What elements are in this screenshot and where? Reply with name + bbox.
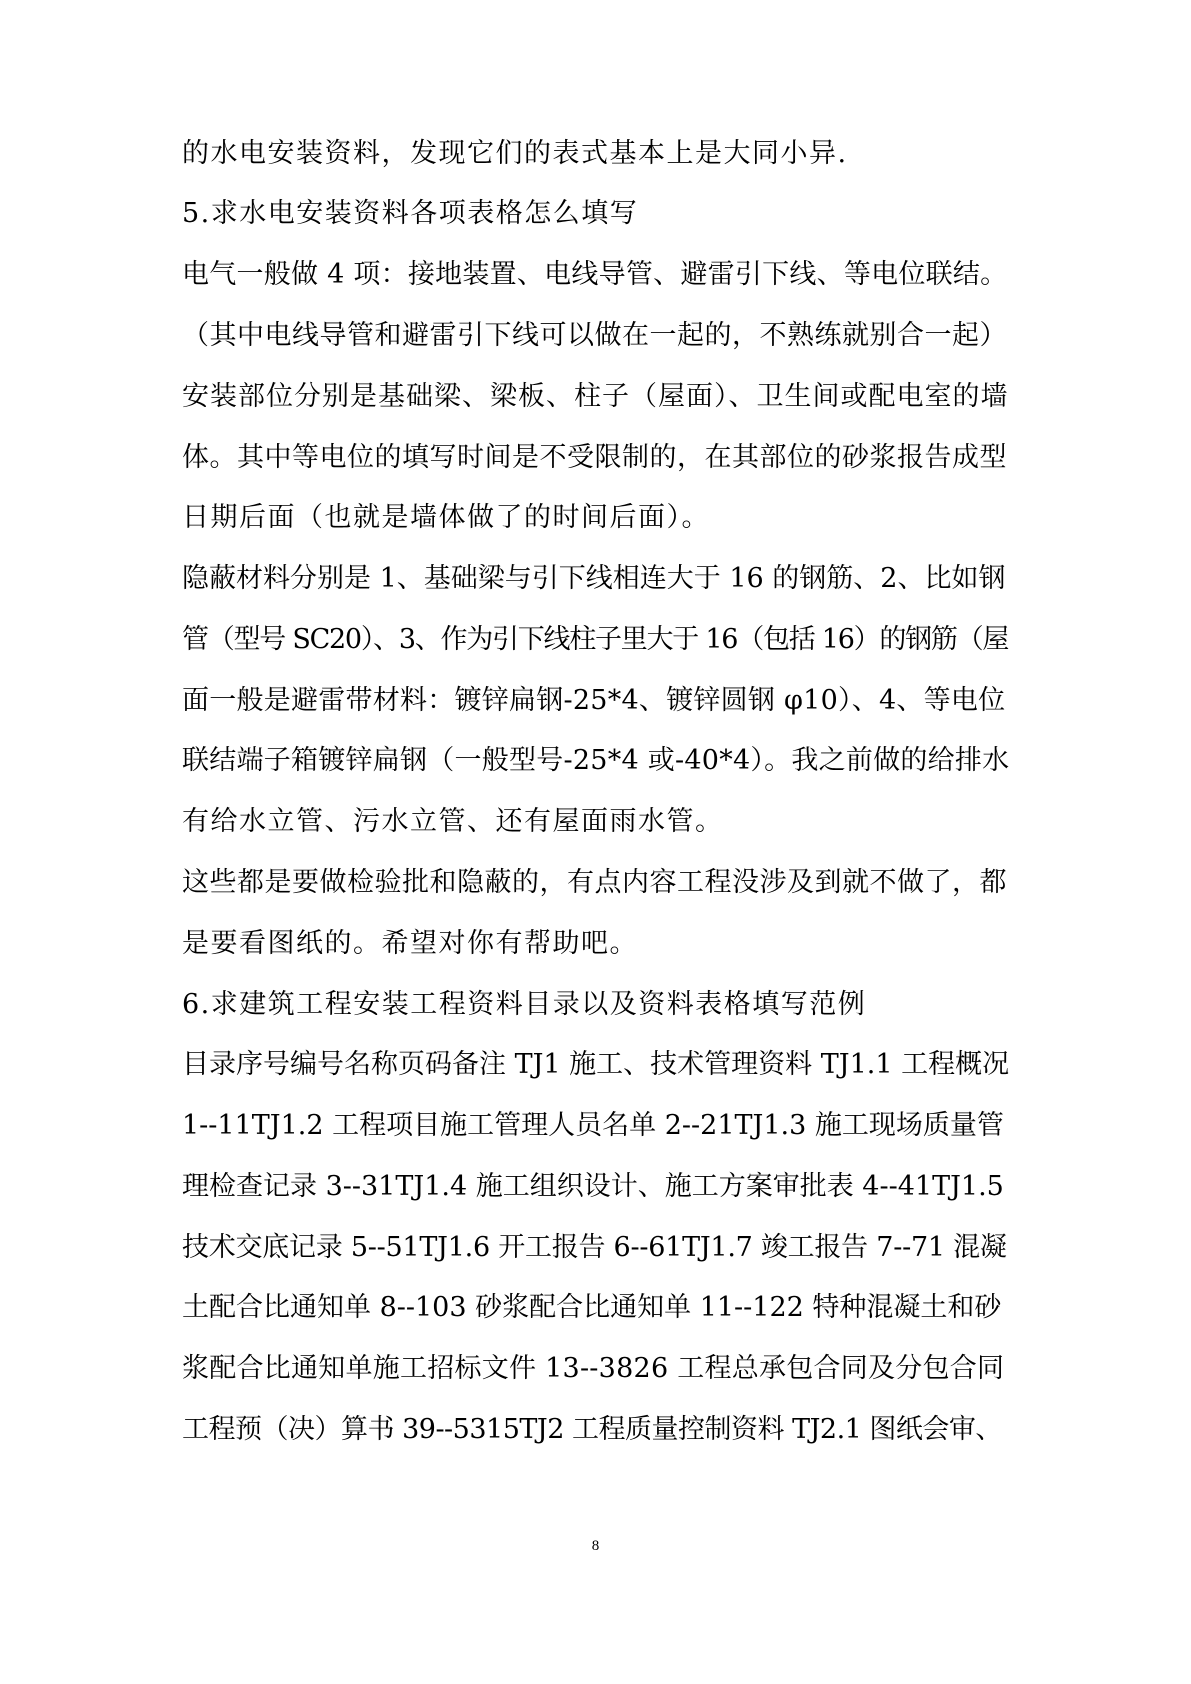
text-line: 这些都是要做检验批和隐蔽的，有点内容工程没涉及到就不做了，都 bbox=[182, 867, 1007, 898]
text-line: 理检查记录 3--31TJ1.4 施工组织设计、施工方案审批表 4--41TJ1.5 bbox=[182, 1171, 1004, 1202]
text-line: 电气一般做 4 项：接地装置、电线导管、避雷引下线、等电位联结。 bbox=[182, 259, 1008, 290]
section-heading: 6.求建筑工程安装工程资料目录以及资料表格填写范例 bbox=[182, 989, 867, 1020]
text-line: 土配合比通知单 8--103 砂浆配合比通知单 11--122 特种混凝土和砂 bbox=[182, 1292, 1002, 1323]
text-line: 面一般是避雷带材料：镀锌扁钢-25*4、镀锌圆钢 φ10）、4、等电位 bbox=[182, 685, 1006, 716]
text-line: 浆配合比通知单施工招标文件 13--3826 工程总承包合同及分包合同 bbox=[182, 1353, 1005, 1384]
text-line: 1--11TJ1.2 工程项目施工管理人员名单 2--21TJ1.3 施工现场质量管 bbox=[182, 1110, 1004, 1141]
text-line: 日期后面（也就是墙体做了的时间后面）。 bbox=[182, 502, 710, 533]
text-line: 技术交底记录 5--51TJ1.6 开工报告 6--61TJ1.7 竣工报告 7--71 混凝 bbox=[182, 1232, 1007, 1263]
text-line: 目录序号编号名称页码备注 TJ1 施工、技术管理资料 TJ1.1 工程概况 bbox=[182, 1049, 1010, 1080]
page-number: 8 bbox=[591, 1538, 600, 1554]
text-line: 工程预（决）算书 39--5315TJ2 工程质量控制资料 TJ2.1 图纸会审、 bbox=[182, 1414, 1002, 1445]
text-line: 隐蔽材料分别是 1、基础梁与引下线相连大于 16 的钢筋、2、比如钢 bbox=[182, 563, 1006, 594]
text-line: （其中电线导管和避雷引下线可以做在一起的，不熟练就别合一起） bbox=[182, 320, 1007, 351]
text-line: 联结端子箱镀锌扁钢（一般型号-25*4 或-40*4）。我之前做的给排水 bbox=[182, 745, 1010, 776]
text-line: 有给水立管、污水立管、还有屋面雨水管。 bbox=[182, 806, 724, 837]
text-line: 体。其中等电位的填写时间是不受限制的，在其部位的砂浆报告成型 bbox=[182, 442, 1007, 473]
text-line: 的水电安装资料，发现它们的表式基本上是大同小异. bbox=[182, 138, 848, 169]
text-line: 安装部位分别是基础梁、梁板、柱子（屋面）、卫生间或配电室的墙 bbox=[182, 381, 1009, 412]
text-line: 管（型号 SC20）、3、作为引下线柱子里大于 16（包括 16）的钢筋（屋 bbox=[182, 624, 1009, 655]
text-line: 是要看图纸的。希望对你有帮助吧。 bbox=[182, 928, 638, 959]
section-heading: 5.求水电安装资料各项表格怎么填写 bbox=[182, 198, 639, 229]
